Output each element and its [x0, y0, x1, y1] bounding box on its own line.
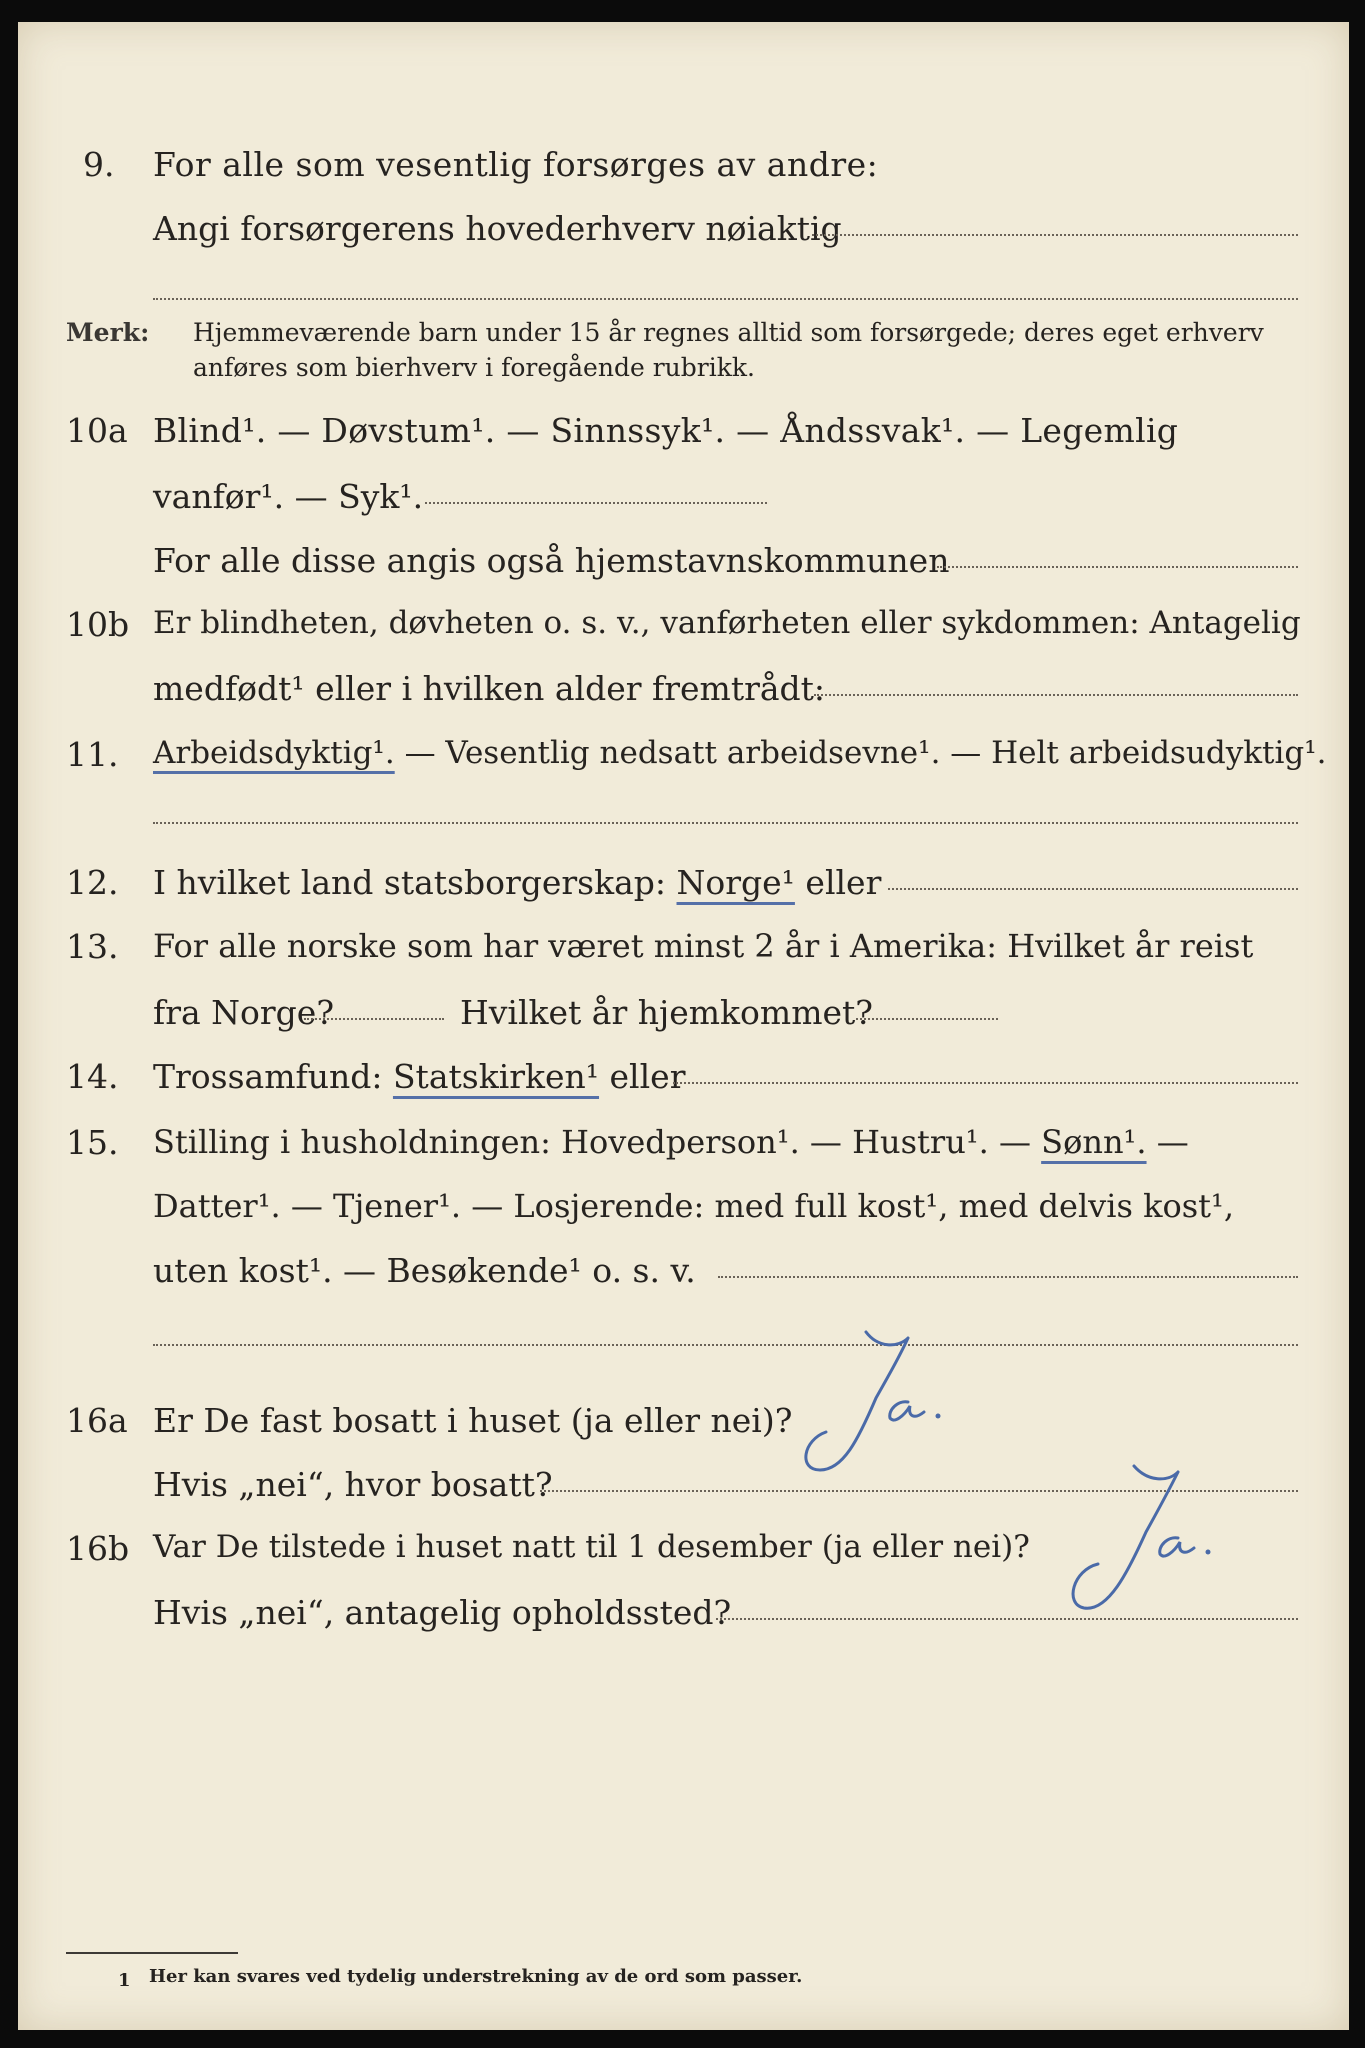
q12-option-norge: Norge¹: [676, 863, 795, 902]
q9-line2: Angi forsørgerens hovederhverv nøiaktig: [153, 209, 842, 248]
q12-number: 12.: [66, 863, 119, 902]
q15-line1: [153, 1123, 1189, 1161]
q16a-line2: Hvis „nei“, hvor bosatt?: [153, 1465, 553, 1504]
q10a-kommune-line: [937, 566, 1298, 568]
q14-prompt: Trossamfund:: [153, 1057, 383, 1096]
footnote-text: Her kan svares ved tydelig understrekning av de ord som passer.: [149, 1966, 803, 1987]
q12-line: [153, 863, 882, 902]
q12-answer-line: [888, 888, 1298, 890]
q16a-handwritten-answer: [758, 1320, 958, 1500]
q12-prompt: I hvilket land statsborgerskap:: [153, 863, 667, 902]
q10a-answer-line: [425, 502, 767, 504]
q16b-line2: Hvis „nei“, antagelig opholdssted?: [153, 1593, 732, 1632]
q16b-handwritten-answer: [1028, 1452, 1248, 1632]
q11-rest: — Vesentlig nedsatt arbeidsevne¹. — Helt arbeidsudyktig¹.: [404, 735, 1327, 771]
q15-number: 15.: [66, 1123, 119, 1162]
q14-number: 14.: [66, 1057, 119, 1096]
q9-answer-line: [812, 234, 1298, 236]
q9-answer-line-2: [153, 298, 1298, 300]
q13-line2a: fra Norge?: [153, 993, 335, 1032]
q15-answer-line: [718, 1276, 1298, 1278]
q10a-line3: For alle disse angis også hjemstavnskommunen: [153, 541, 950, 580]
q16b-number: 16b: [66, 1529, 130, 1568]
q16a-line1: Er De fast bosatt i huset (ja eller nei)?: [153, 1401, 793, 1440]
q11-number: 11.: [66, 735, 119, 774]
q10b-line2: medfødt¹ eller i hvilken alder fremtrådt:: [153, 669, 826, 708]
q14-answer-line: [673, 1082, 1298, 1084]
q15-line2: Datter¹. — Tjener¹. — Losjerende: med full kost¹, med delvis kost¹,: [153, 1187, 1235, 1225]
q15-answer-line-2: [153, 1344, 1298, 1346]
merk-line1: Hjemmeværende barn under 15 år regnes alltid som forsørgede; deres eget erhverv: [193, 318, 1264, 347]
q10a-line2: vanfør¹. — Syk¹.: [153, 477, 424, 516]
q10a-number: 10a: [66, 411, 128, 450]
q10b-answer-line: [814, 694, 1298, 696]
q15-option-sonn: Sønn¹.: [1041, 1123, 1147, 1161]
q11-answer-line: [153, 822, 1298, 824]
q15-line1-prompt: Stilling i husholdningen: Hovedperson¹. — Hustru¹. —: [153, 1123, 1031, 1161]
q9-number: 9.: [83, 145, 115, 184]
q10b-number: 10b: [66, 605, 130, 644]
q13-line1: For alle norske som har været minst 2 år i Amerika: Hvilket år reist: [153, 927, 1254, 965]
q13-number: 13.: [66, 927, 119, 966]
q11-option-arbeidsdyktig: Arbeidsdyktig¹.: [153, 735, 395, 771]
q10a-line1: Blind¹. — Døvstum¹. — Sinnssyk¹. — Åndssvak¹. — Legemlig: [153, 411, 1179, 450]
q16b-line1: Var De tilstede i huset natt til 1 desember (ja eller nei)?: [153, 1529, 1030, 1565]
q15-line3: uten kost¹. — Besøkende¹ o. s. v.: [153, 1251, 696, 1290]
merk-line2: anføres som bierhverv i foregående rubrikk.: [193, 353, 755, 382]
footnote-mark: 1: [118, 1970, 131, 1991]
q16a-number: 16a: [66, 1401, 128, 1440]
q13-hjemkommet-line: [856, 1018, 998, 1020]
q14-line: [153, 1057, 686, 1096]
q11-line: [153, 735, 1327, 771]
q9-line1: For alle som vesentlig forsørges av andre:: [153, 145, 879, 184]
census-form-page: [18, 22, 1349, 2030]
q12-eller: eller: [805, 863, 882, 902]
q15-line1-dash: —: [1156, 1123, 1189, 1161]
footnote-rule: [66, 1952, 238, 1954]
q10b-line1: Er blindheten, døvheten o. s. v., vanførheten eller sykdommen: Antagelig: [153, 605, 1301, 641]
merk-label: Merk:: [66, 318, 150, 347]
q14-eller: eller: [609, 1057, 686, 1096]
q13-reist-line: [304, 1018, 444, 1020]
q16b-answer-line: [716, 1618, 1298, 1620]
q13-line2b: Hvilket år hjemkommet?: [460, 993, 873, 1032]
q14-option-statskirken: Statskirken¹: [392, 1057, 600, 1096]
